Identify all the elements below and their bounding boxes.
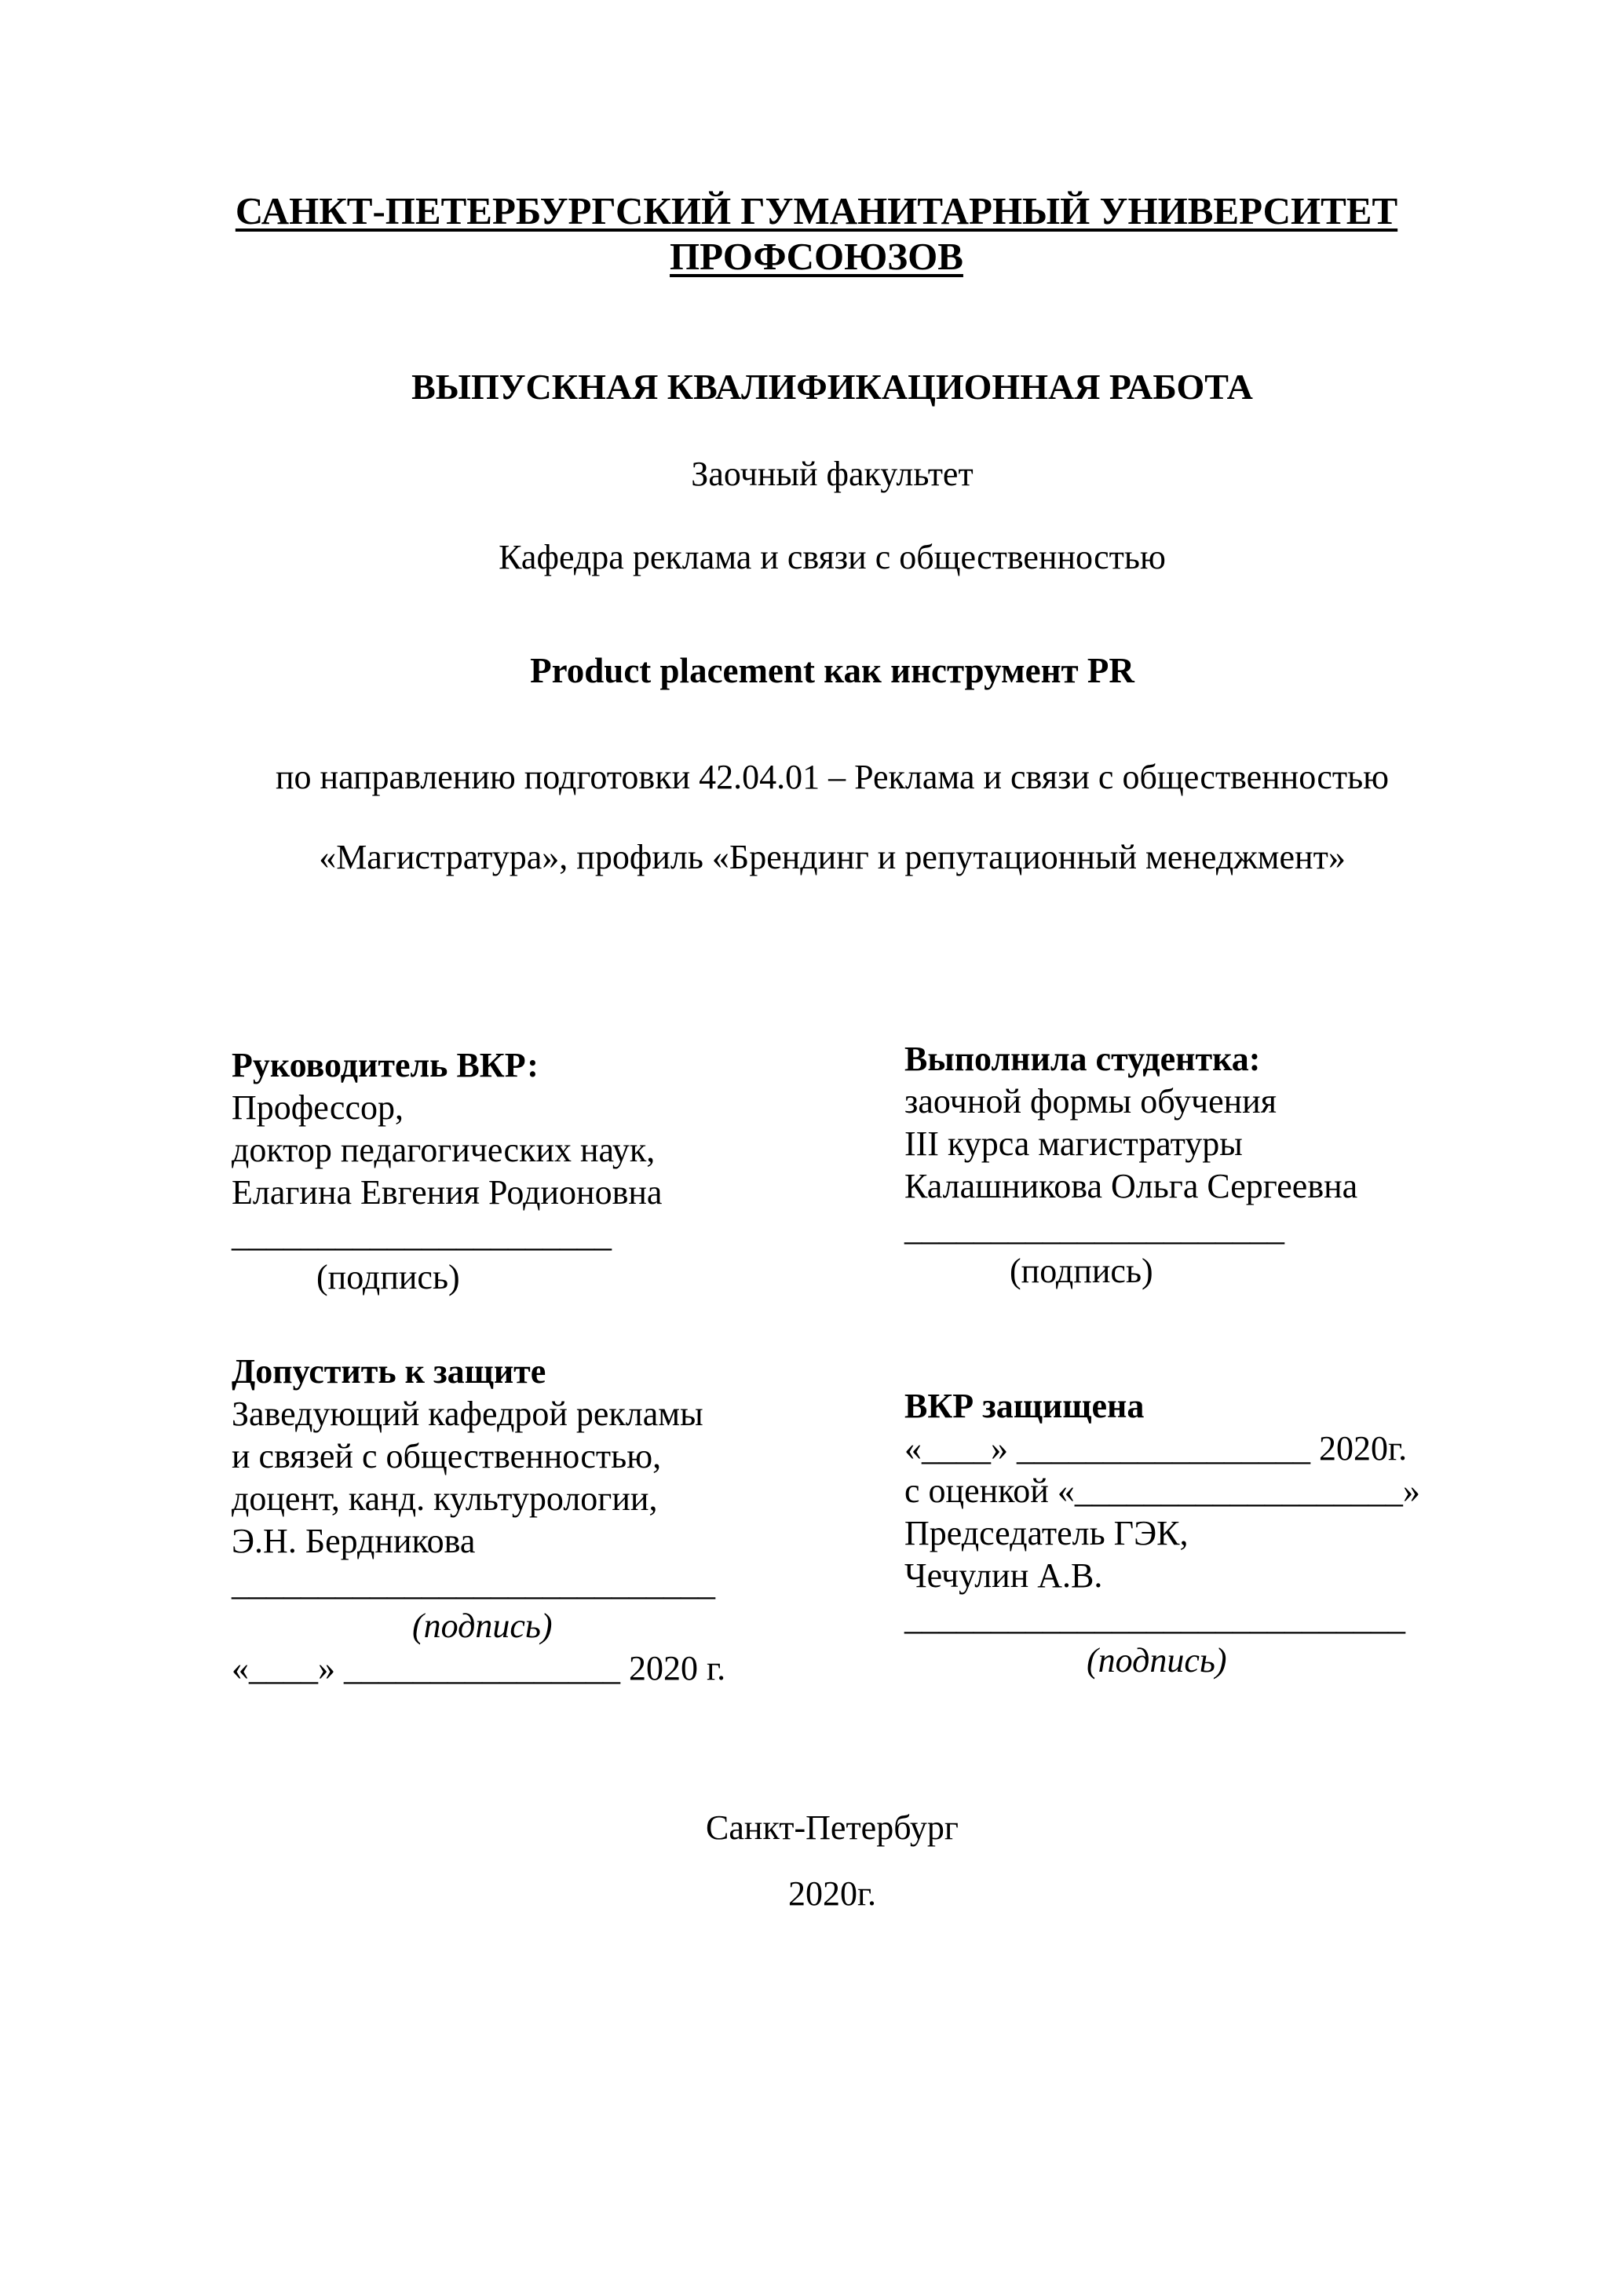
student-study-form: заочной формы обучения: [904, 1082, 1277, 1121]
thesis-topic: Product placement как инструмент PR: [530, 651, 1134, 690]
supervisor-degree: доктор педагогических наук,: [232, 1131, 656, 1169]
admission-heading: Допустить к защите: [232, 1352, 546, 1391]
admission-date-line: «____» ________________ 2020 г.: [232, 1649, 726, 1687]
defense-grade-line: с оценкой «___________________»: [904, 1472, 1420, 1510]
student-signature-line: ______________________: [904, 1209, 1284, 1248]
admission-head-name: Э.Н. Бердникова: [232, 1522, 476, 1560]
student-block: [904, 1038, 1357, 1292]
admission-position-line1: Заведующий кафедрой рекламы: [232, 1395, 703, 1433]
supervisor-signature-label: (подпись): [316, 1258, 460, 1296]
faculty-name: Заочный факультет: [691, 455, 974, 493]
defense-block: [904, 1385, 1420, 1682]
student-heading: Выполнила студентка:: [904, 1040, 1261, 1078]
student-course: III курса магистратуры: [904, 1124, 1243, 1163]
department-name: Кафедра реклама и связи с общественностью: [499, 538, 1166, 576]
supervisor-signature-line: ______________________: [232, 1216, 612, 1254]
defense-signature-label: (подпись): [1087, 1641, 1227, 1680]
study-profile: «Магистратура», профиль «Брендинг и репутационный менеджмент»: [319, 838, 1346, 876]
defense-signature-line: _____________________________: [904, 1599, 1405, 1637]
supervisor-title: Профессор,: [232, 1088, 404, 1127]
admission-signature-line: ____________________________: [232, 1564, 715, 1603]
defense-chair-title: Председатель ГЭК,: [904, 1514, 1189, 1552]
university-name-line1: САНКТ-ПЕТЕРБУРГСКИЙ ГУМАНИТАРНЫЙ УНИВЕРСИТЕТ: [235, 189, 1398, 232]
supervisor-heading: Руководитель ВКР:: [232, 1046, 539, 1084]
admission-block: [232, 1351, 725, 1690]
supervisor-name: Елагина Евгения Родионовна: [232, 1173, 663, 1212]
student-name: Калашникова Ольга Сергеевна: [904, 1167, 1358, 1205]
defense-heading: ВКР защищена: [904, 1387, 1145, 1425]
supervisor-block: [232, 1044, 662, 1299]
defense-chair-name: Чечулин А.В.: [904, 1556, 1103, 1595]
admission-position-line3: доцент, канд. культурологии,: [232, 1479, 658, 1518]
admission-position-line2: и связей с общественностью,: [232, 1437, 662, 1475]
footer-year: 2020г.: [787, 1874, 877, 1913]
study-direction: по направлению подготовки 42.04.01 – Реклама и связи с общественностью: [275, 758, 1390, 796]
university-name: [228, 188, 1405, 280]
work-type-title: ВЫПУСКНАЯ КВАЛИФИКАЦИОННАЯ РАБОТА: [411, 367, 1253, 407]
university-name-line2: ПРОФСОЮЗОВ: [670, 235, 963, 278]
footer-city: Санкт-Петербург: [706, 1808, 959, 1847]
admission-signature-label: (подпись): [412, 1607, 553, 1645]
defense-date-line: «____» _________________ 2020г.: [904, 1429, 1408, 1468]
student-signature-label: (подпись): [1010, 1252, 1153, 1290]
